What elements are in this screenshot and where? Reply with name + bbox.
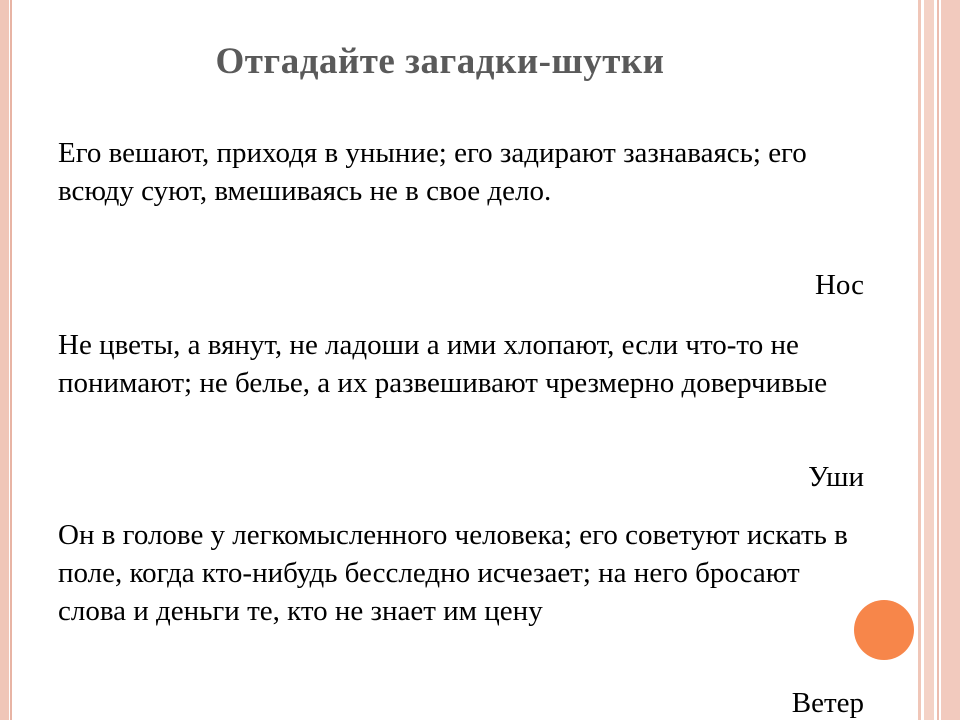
riddle-answer-1: Нос	[814, 269, 864, 301]
right-decorative-line	[918, 0, 921, 720]
right-decorative-stripe-outer	[941, 0, 960, 720]
slide-title: Отгадайте загадки-шутки	[215, 41, 665, 82]
riddle-answer-2: Уши	[808, 461, 864, 493]
decorative-circle	[854, 600, 914, 660]
riddle-answer-3: Ветер	[791, 687, 864, 719]
riddle-text-2: Не цветы, а вянут, не ладоши а ими хлопают, если что-то не понимают; не белье, а их развешивают чрезмерно доверчивые	[58, 329, 828, 399]
left-decorative-stripe	[0, 0, 9, 720]
right-decorative-line-outer	[937, 0, 939, 720]
left-decorative-line	[10, 0, 12, 720]
right-decorative-stripe	[924, 0, 934, 720]
riddle-text-3: Он в голове у легкомысленного человека; его советуют искать в поле, когда кто-нибудь бесследно исчезает; на него бросают слова и деньги те, кто не знает им цену	[58, 519, 848, 627]
riddle-text-1: Его вешают, приходя в уныние; его задирают зазнаваясь; его всюду суют, вмешиваясь не в свое дело.	[58, 137, 807, 207]
